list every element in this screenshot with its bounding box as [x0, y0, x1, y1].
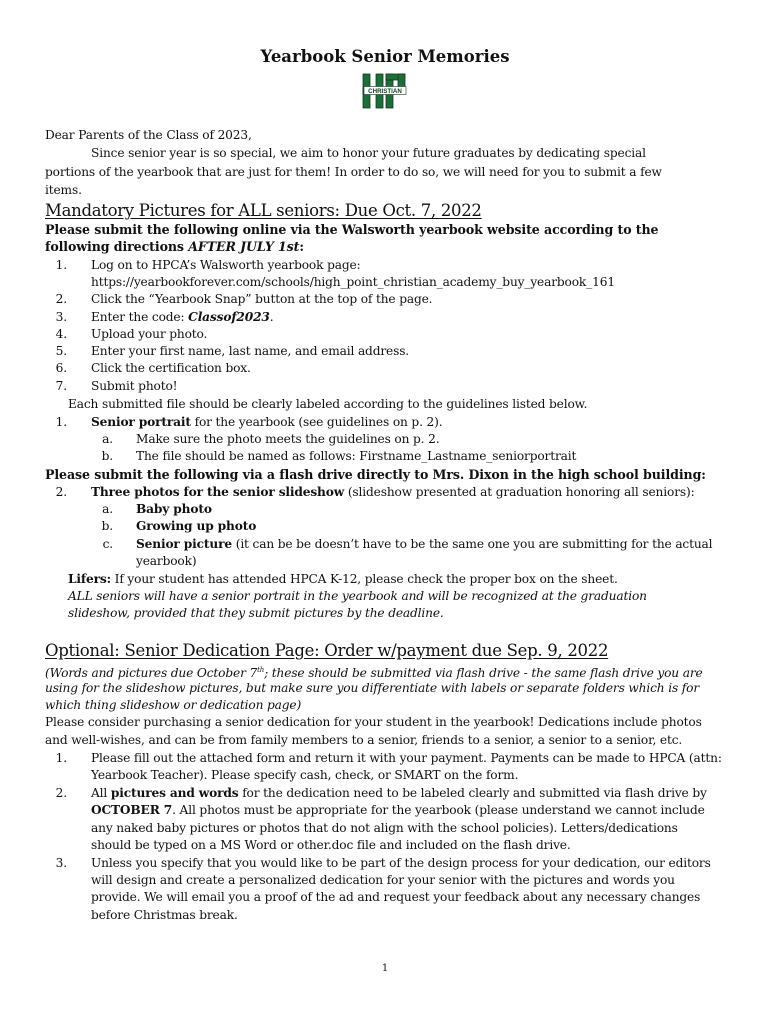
- logo-text: CHRISTIAN: [368, 87, 402, 95]
- all-seniors-note-1: ALL seniors will have a senior portrait in the yearbook and will be recognized at the graduation: [68, 589, 647, 603]
- online-instructions-1: Please submit the following online via the Walsworth yearbook website according to the: [45, 222, 659, 237]
- page-number: 1: [381, 963, 389, 974]
- lifers-note: Lifers: If your student has attended HPCA K-12, please check the proper box on the sheet.: [68, 572, 618, 586]
- page-title: Yearbook Senior Memories: [260, 47, 510, 66]
- dedication-item-3-cont: provide. We will email you a proof of the ad and request your feedback about any necessary changes: [91, 890, 701, 904]
- dedication-body-1: Please consider purchasing a senior dedication for your student in the yearbook! Dedications include photos: [45, 715, 702, 729]
- dedication-item-1-cont: Yearbook Teacher). Please specify cash, check, or SMART on the form.: [91, 768, 519, 782]
- intro-line-3: items.: [45, 183, 82, 197]
- school-logo: [361, 72, 409, 110]
- online-instructions-2: following directions AFTER JULY 1st:: [45, 239, 304, 254]
- dedication-item-2-cont: any naked baby pictures or photos that do not align with the school policies). Letters/dedications: [91, 821, 678, 835]
- sub-item-continued: yearbook): [136, 554, 197, 568]
- flash-drive-instructions: Please submit the following via a flash drive directly to Mrs. Dixon in the high school building:: [45, 467, 706, 482]
- dedication-item-3-cont: will design and create a personalized dedication for your senior with the pictures and words you: [91, 873, 675, 887]
- intro-line-1: Since senior year is so special, we aim to honor your future graduates by dedicating special: [91, 146, 646, 160]
- intro-line-2: portions of the yearbook that are just for them! In order to do so, we will need for you to submit a few: [45, 165, 662, 179]
- optional-note-2: using for the slideshow pictures, but make sure you differentiate with labels or separate folders which is for: [45, 681, 700, 695]
- document-page: Yearbook Senior Memories CHRISTIAN Dear Parents of the Class of 2023, Since senior year is so special, we aim to honor your future graduates by dedicating special portions of the yearbook that are just for them! In order to do so, we will need for you to submit a few items. Mandatory Pictures for ALL seniors: Due Oct. 7, 2022 Please submit the following online via the Walsworth yearbook website according to the following directions AFTER JULY 1st: 1. Log on to HPCA’s Walsworth yearbook page: https://yearbookforever.com/schools/high_point_christian_academy_buy_yearbook_161 2. Click the “Yearbook Snap” button at the top of the page. 3. Enter the code: Classof2023. 4. Upload your photo. 5. Enter your first name, last name, and email address. 6. Click the certification box. 7. Submit photo! Each submitted file should be clearly labeled according to the guidelines listed below. 1. Senior portrait for the yearbook (see guidelines on p. 2). a. Make sure the photo meets the guidelines on p. 2. b. The file should be named as follows: Firstname_Lastname_seniorportrait Please submit the following via a flash drive directly to Mrs. Dixon in the high school building: 2. Three photos for the senior slideshow (slideshow presented at graduation honoring all seniors): a. Baby photo b. Growing up photo c. Senior picture (it can be be doesn’t have to be the same one you are submitting for the actual yearbook) Lifers: If your student has attended HPCA K-12, please check the proper box on the sheet. ALL seniors will have a senior portrait in the yearbook and will be recognized at the graduation slideshow, provided that they submit pictures by the deadline. Optional: Senior Dedication Page: Order w/payment due Sep. 9, 2022 (Words and pictures due October 7th; these should be submitted via flash drive - the same flash drive you are using for the slideshow pictures, but make sure you differentiate with labels or separate folders which is for which thing slideshow or dedication page) Please consider purchasing a senior dedication for your student in the yearbook! Dedications include photos and well-wishes, and can be from family members to a senior, friends to a senior, a senior to a senior, etc. 1. Please fill out the attached form and return it with your payment. Payments can be made to HPCA (attn: Yearbook Teacher). Please specify cash, check, or SMART on the form. 2. All pictures and words for the dedication need to be labeled clearly and submitted via flash drive by OCTOBER 7. All photos must be appropriate for the yearbook (please understand we cannot include any naked baby pictures or photos that do not align with the school policies). Letters/dedications should be typed on a MS Word or other.doc file and included on the flash drive. 3. Unless you specify that you would like to be part of the design process for your dedication, our editors will design and create a personalized dedication for your senior with the pictures and words you provide. We will email you a proof of the ad and request your feedback about any necessary changes before Christmas break. 1: [0, 0, 770, 1024]
- access-code: Classof2023: [188, 310, 270, 324]
- mandatory-heading: Mandatory Pictures for ALL seniors: Due Oct. 7, 2022: [45, 201, 482, 220]
- dedication-item-2-cont: OCTOBER 7. All photos must be appropriate for the yearbook (please understand we cannot include: [91, 803, 705, 817]
- dedication-body-2: and well-wishes, and can be from family members to a senior, friends to a senior, a senior to a senior, etc.: [45, 733, 683, 747]
- optional-heading: Optional: Senior Dedication Page: Order w/payment due Sep. 9, 2022: [45, 641, 609, 660]
- label-note: Each submitted file should be clearly labeled according to the guidelines listed below.: [68, 397, 588, 411]
- dedication-item-2-cont: should be typed on a MS Word or other.doc file and included on the flash drive.: [91, 838, 571, 852]
- optional-note-3: which thing slideshow or dedication page): [45, 698, 302, 712]
- optional-note-1: (Words and pictures due October 7th; these should be submitted via flash drive - the same flash drive you are: [45, 666, 703, 681]
- walsworth-url: https://yearbookforever.com/schools/high_point_christian_academy_buy_yearbook_161: [91, 275, 615, 289]
- dedication-item-3-cont: before Christmas break.: [91, 908, 238, 922]
- greeting: Dear Parents of the Class of 2023,: [45, 128, 252, 142]
- all-seniors-note-2: slideshow, provided that they submit pictures by the deadline.: [68, 606, 444, 620]
